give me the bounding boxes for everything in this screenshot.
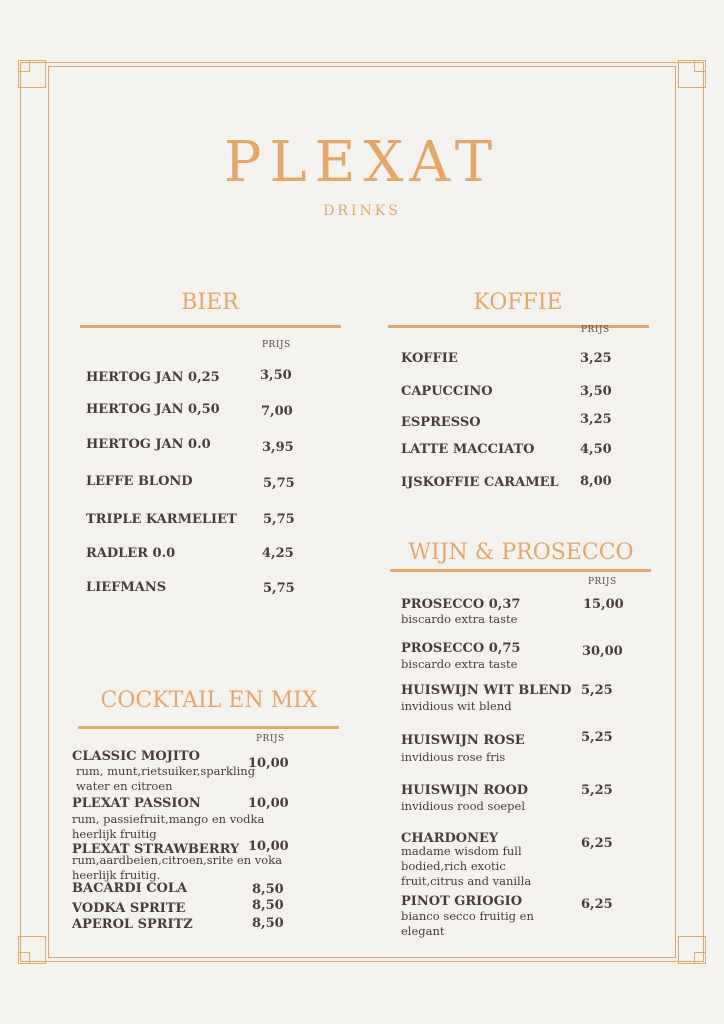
menu-item-price: 3,25 (580, 412, 612, 427)
menu-item-price: 7,00 (261, 404, 293, 419)
menu-item-name: CHARDONEY (401, 831, 499, 846)
brand-subtitle: DRINKS (323, 203, 401, 219)
menu-item-description: bianco secco fruitig en elegant (401, 909, 534, 938)
section-title-bier: BIER (181, 290, 239, 315)
menu-item-price: 3,50 (580, 384, 612, 399)
menu-item-price: 8,50 (252, 916, 284, 931)
menu-item-price: 4,25 (262, 546, 294, 561)
menu-item-name: VODKA SPRITE (72, 901, 186, 916)
menu-item-price: 4,50 (580, 442, 612, 457)
menu-item-name: TRIPLE KARMELIET (86, 512, 237, 527)
menu-item-price: 6,25 (581, 836, 613, 851)
menu-item-name: PLEXAT STRAWBERRY (72, 842, 240, 857)
menu-item-name: HERTOG JAN 0,25 (86, 370, 220, 385)
menu-item-name: RADLER 0.0 (86, 546, 176, 561)
menu-item-price: 3,50 (260, 368, 292, 383)
section-rule-koffie (388, 325, 649, 328)
menu-item-description: rum, munt,rietsuiker,sparkling water en citroen (76, 764, 256, 793)
section-title-koffie: KOFFIE (473, 290, 563, 315)
corner-ornament-bottom-left (18, 936, 46, 964)
menu-item-description: invidious rood soepel (401, 799, 526, 813)
menu-item-price: 15,00 (583, 597, 624, 612)
section-rule-wijn (390, 569, 651, 572)
brand-title: PLEXAT (223, 130, 501, 195)
prijs-label-wijn: PRIJS (588, 577, 617, 587)
menu-item-description: biscardo extra taste (401, 657, 518, 671)
menu-item-name: ESPRESSO (401, 415, 481, 430)
section-rule-cocktail (78, 726, 339, 729)
menu-item-name: PROSECCO 0,75 (401, 641, 521, 656)
prijs-label-cocktail: PRIJS (256, 734, 285, 744)
menu-item-name: CAPUCCINO (401, 384, 493, 399)
menu-item-description: invidious rose fris (401, 750, 506, 764)
menu-item-price: 5,25 (581, 683, 613, 698)
menu-item-price: 8,50 (252, 882, 284, 897)
menu-item-name: KOFFIE (401, 351, 458, 366)
corner-ornament-bottom-right (678, 936, 706, 964)
menu-item-name: PROSECCO 0,37 (401, 597, 521, 612)
menu-item-price: 3,95 (262, 440, 294, 455)
menu-item-description: madame wisdom full bodied,rich exotic fruit,citrus and vanilla (401, 844, 532, 888)
menu-item-description: rum,aardbeien,citroen,srite en voka heerlijk fruitig. (72, 853, 283, 882)
menu-item-price: 8,50 (252, 898, 284, 913)
menu-item-name: HUISWIJN ROSE (401, 733, 525, 748)
menu-item-price: 5,75 (263, 476, 295, 491)
menu-item-price: 10,00 (248, 796, 289, 811)
menu-item-name: HUISWIJN ROOD (401, 783, 529, 798)
menu-item-name: PINOT GRIOGIO (401, 894, 523, 909)
menu-item-description: rum, passiefruit,mango en vodka heerlijk fruitig (72, 812, 265, 841)
menu-item-name: IJSKOFFIE CARAMEL (401, 475, 559, 490)
menu-item-name: LIEFMANS (86, 580, 167, 595)
corner-ornament-top-right (678, 60, 706, 88)
menu-item-price: 30,00 (582, 644, 623, 659)
menu-item-name: LEFFE BLOND (86, 474, 193, 489)
menu-item-price: 6,25 (581, 897, 613, 912)
prijs-label-koffie: PRIJS (581, 325, 610, 335)
menu-item-name: HERTOG JAN 0.0 (86, 437, 211, 452)
menu-item-name: BACARDI COLA (72, 881, 188, 896)
menu-item-description: invidious wit blend (401, 699, 512, 713)
menu-item-name: CLASSIC MOJITO (72, 749, 200, 764)
menu-item-price: 5,25 (581, 783, 613, 798)
corner-ornament-top-left (18, 60, 46, 88)
menu-item-description: biscardo extra taste (401, 612, 518, 626)
menu-item-price: 8,00 (580, 474, 612, 489)
menu-item-name: HERTOG JAN 0,50 (86, 402, 220, 417)
menu-item-price: 5,75 (263, 581, 295, 596)
menu-item-name: APEROL SPRITZ (72, 917, 193, 932)
menu-item-price: 10,00 (248, 839, 289, 854)
menu-item-price: 5,75 (263, 512, 295, 527)
section-rule-bier (80, 325, 341, 328)
menu-item-name: HUISWIJN WIT BLEND (401, 683, 572, 698)
prijs-label-bier: PRIJS (262, 340, 291, 350)
menu-item-price: 10,00 (248, 756, 289, 771)
menu-item-price: 3,25 (580, 351, 612, 366)
menu-item-price: 5,25 (581, 730, 613, 745)
menu-item-name: LATTE MACCIATO (401, 442, 535, 457)
menu-item-name: PLEXAT PASSION (72, 796, 201, 811)
section-title-cocktail: COCKTAIL EN MIX (100, 688, 318, 713)
section-title-wijn: WIJN & PROSECCO (408, 540, 634, 565)
